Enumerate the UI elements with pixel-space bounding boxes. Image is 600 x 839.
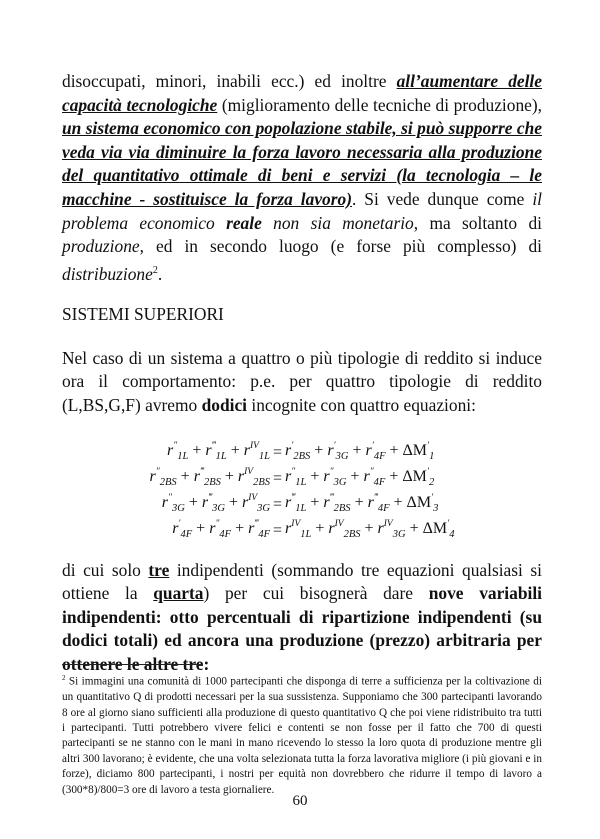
delta-term: $\Delta M'_4$ (422, 519, 455, 541)
paragraph-2 (62, 347, 542, 418)
equation-term: $r'_{4F}$ (172, 519, 193, 541)
equation-term: $r''_{3G}$ (161, 493, 185, 515)
equation-term: $r^‴_{1L}$ (285, 493, 307, 515)
equation-term: $r^{IV}_{3G}$ (241, 493, 271, 515)
delta-term: $\Delta M'_1$ (402, 441, 435, 463)
delta-term: $\Delta M'_2$ (402, 467, 435, 489)
page-body (62, 70, 542, 676)
equation-term: $r'_{4F}$ (365, 441, 386, 463)
text: di cui solo (62, 559, 149, 580)
italic-text: produzione (62, 236, 140, 257)
text: , ed in secondo luogo (e forse più complesso) di (139, 236, 542, 257)
paragraph-3 (62, 559, 542, 677)
text: (miglioramento delle tecniche di produzione), (217, 94, 543, 115)
text: . Si vede dunque come (352, 188, 533, 209)
italic-text: distribuzione (62, 263, 153, 284)
equation-term: $r^‴_{4F}$ (367, 493, 390, 515)
delta-term: $\Delta M'_3$ (406, 493, 439, 515)
text: ) per cui bisognerà dare (203, 583, 429, 604)
equation-row: $r''_{3G} + r^‴_{3G} + r^{IV}_{3G}$ = $r^‴_{1L} + r^‴_{2BS} + r^‴_{4F} + \Delta M'_3$ (161, 493, 439, 515)
equation-system (62, 440, 542, 544)
equation-row: $r'_{4F} + r''_{4F} + r^‴_{4F}$ = $r^{IV}_{1L} + r^{IV}_{2BS} + r^{IV}_{3G} + \Delta M'_4$ (172, 519, 455, 541)
equation-term: $r^{IV}_{1L}$ (285, 519, 312, 541)
equation-term: $r^‴_{1L}$ (205, 441, 227, 463)
italic-text: il problema economico (62, 188, 542, 233)
text: indipendenti (sommando tre equazioni qualsiasi si ottiene la (62, 559, 542, 604)
bold-text: tre (148, 559, 170, 580)
emphasis-text: un sistema economico con popolazione stabile, si può supporre che veda via via diminuire la forza lavoro necessaria alla produzione del quantitativo ottimale di beni e servizi (la tecnologia – le macchine - sostituisce la forza lavoro) (62, 118, 542, 209)
bold-text: dodici (201, 394, 248, 415)
equation-term: $r''_{3G}$ (323, 467, 347, 489)
bold-text: nove variabili indipendenti: otto percentuali di ripartizione indipendenti (su dodici totali) ed ancora una produzione (prezzo) arbitraria per ottenere le altre tre: (62, 583, 542, 674)
footnote-text: Si immagini una comunità di 1000 partecipanti che disponga di terre a sufficienza per la coltivazione di un quantitativo Q di prodotti necessari per la sua sussistenza. Supponiamo che 300 partecipanti lavorando 8 ore al giorno siano sufficienti alla produzione di questo quantitativo Q che poi viene ridistribuito tra tutti i partecipanti. Tutti potrebbero vivere felici e contenti se non fosse per il fatto che 700 di questi partecipanti se ne stanno con le mani in mano ricevendo lo stesso la loro quota di produzione mentre gli altri 300 lavorano; è evidente, che una volta selezionata tutta la forza lavorativa migliore (i più giovani e in forze), diciamo 800 partecipanti, i nostri per equità non dovrebbero che ridurre il tempo di lavoro a (300*8)/800=3 ore di lavoro a testa giornaliere. (62, 675, 542, 796)
text: Nel caso di un sistema a quattro o più tipologie di reddito si induce ora il comportamento: p.e. per quattro tipologie di reddito (L,BS,G,F) avremo (62, 347, 542, 415)
equation-term: $r^{IV}_{2BS}$ (237, 467, 271, 489)
equation-term: $r''_{4F}$ (363, 467, 386, 489)
equation-term: $r^{IV}_{3G}$ (377, 519, 406, 541)
text: . (157, 263, 163, 284)
equation-term: $r''_{2BS}$ (149, 467, 177, 489)
bold-text: quarta (153, 583, 204, 604)
text: , ma soltanto di (413, 212, 542, 233)
emphasis-text: all’aumentare delle capacità tecnologiche (62, 71, 542, 115)
equation-term: $r^‴_{4F}$ (248, 519, 271, 541)
equation-term: $r'_{2BS}$ (285, 441, 311, 463)
equation-row: $r''_{1L} + r^‴_{1L} + r^{IV}_{1L}$ = $r'_{2BS} + r'_{3G} + r'_{4F} + \Delta M'_1$ (167, 441, 435, 463)
equation-term: $r^‴_{2BS}$ (193, 467, 221, 489)
equation-term: $r^{IV}_{2BS}$ (328, 519, 361, 541)
footnote-divider (62, 664, 202, 665)
equation-term: $r''_{4F}$ (209, 519, 232, 541)
bold-text: reale (226, 212, 262, 233)
paragraph-1 (62, 70, 542, 286)
text: incognite con quattro equazioni: (247, 394, 476, 415)
equation-term: $r''_{1L}$ (167, 441, 189, 463)
equation-term: $r^{IV}_{1L}$ (243, 441, 271, 463)
section-heading: SISTEMI SUPERIORI (62, 304, 224, 325)
footnote-ref[interactable]: 2 (152, 264, 158, 276)
equation-term: $r''_{1L}$ (285, 467, 307, 489)
equation-table (150, 440, 455, 544)
italic-text: non sia monetario (261, 212, 414, 233)
equation-row: $r''_{2BS} + r^‴_{2BS} + r^{IV}_{2BS}$ = $r''_{1L} + r''_{3G} + r''_{4F} + \Delta M'_2$ (149, 467, 435, 489)
text: disoccupati, minori, inabili ecc.) ed inoltre (62, 71, 397, 91)
page-number: 60 (292, 793, 308, 809)
equation-term: $r^‴_{2BS}$ (323, 493, 351, 515)
footnote-mark: 2 (62, 674, 66, 682)
equation-term: $r'_{3G}$ (327, 441, 349, 463)
equation-term: $r^‴_{3G}$ (201, 493, 225, 515)
footnote (62, 671, 542, 798)
